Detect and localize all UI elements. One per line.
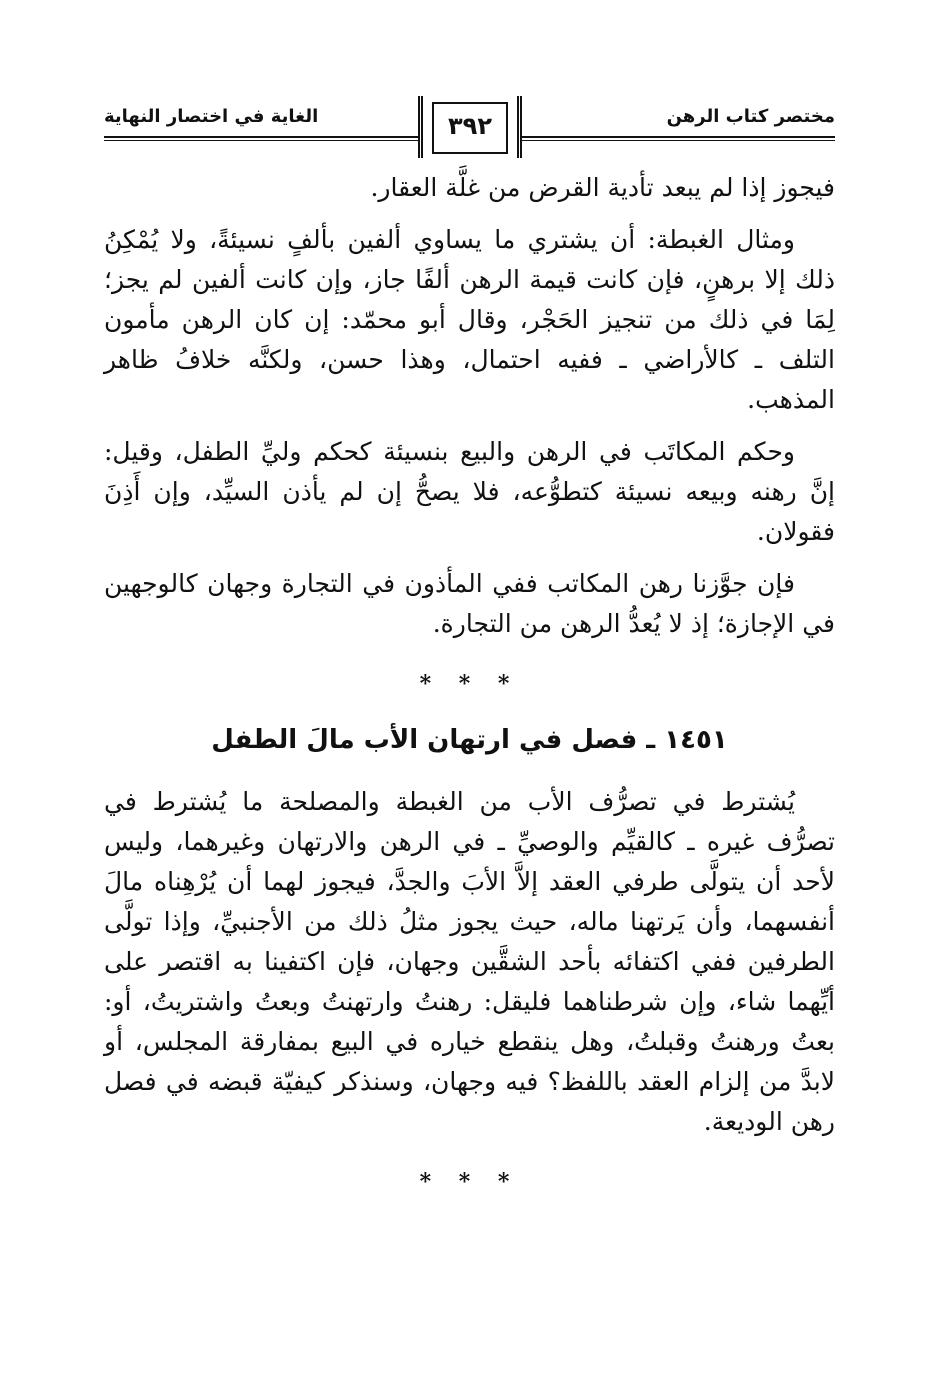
- page-body: [104, 168, 835, 1218]
- closing-separator: * * *: [419, 1169, 520, 1195]
- paragraph-ghibta-example: ومثال الغبطة: أن يشتري ما يساوي ألفين بألفٍ نسيئةً، ولا يُمْكِنُ ذلك إلا برهنٍ، فإن كانت قيمة الرهن ألفًا جاز، وإن كانت ألفين لم يجز؛ لِمَا في ذلك من تنجيز الحَجْر، وقال أبو محمّد: إن كان الرهن مأمون التلف ـ كالأراضي ـ ففيه احتمال، وهذا حسن، ولكنَّه خلافُ ظاهر المذهب.: [104, 225, 835, 414]
- paragraph-mukatab-ruling: وحكم المكاتَب في الرهن والبيع بنسيئة كحكم وليِّ الطفل، وقيل: إنَّ رهنه وبيعه نسيئة كتطوُّعه، فلا يصحُّ إن لم يأذن السيِّد، وإن أَذِنَ فقولان.: [104, 437, 835, 546]
- paragraph-continuation: فيجوز إذا لم يبعد تأدية القرض من غلَّة العقار.: [370, 173, 835, 202]
- book-title: الغاية في اختصار النهاية: [104, 106, 319, 127]
- section-heading: ١٤٥١ ـ فصل في ارتهان الأب مالَ الطفل: [211, 725, 728, 755]
- paragraph-mukatab-permission: فإن جوَّزنا رهن المكاتب ففي المأذون في التجارة وجهان كالوجهين في الإجازة؛ إذ لا يُعدُّ الرهن من التجارة.: [104, 569, 835, 638]
- page-number: ٣٩٢: [448, 112, 492, 140]
- page-number-frame: [418, 96, 522, 158]
- chapter-title: مختصر كتاب الرهن: [666, 106, 835, 127]
- section-separator: * * *: [419, 671, 520, 697]
- paragraph-father-pledge: يُشترط في تصرُّف الأب من الغبطة والمصلحة ما يُشترط في تصرُّف غيره ـ كالقيِّم والوصيِّ ـ في الرهن والارتهان وغيرهما، وليس لأحد أن يتولَّى طرفي العقد إلاَّ الأبَ والجدَّ، فيجوز لهما أن يُرْهِناه مالَ أنفسهما، وأن يَرتهنا ماله، حيث يجوز مثلُ ذلك من الأجنبيِّ، وإذا تولَّى الطرفين ففي اكتفائه بأحد الشقَّين وجهان، فإن اكتفينا به اقتصر على أيِّهما شاء، وإن شرطناهما فليقل: رهنتُ وارتهنتُ وبعتُ واشتريتُ، أو: بعتُ ورهنتُ وقبلتُ، وهل ينقطع خياره في البيع بمفارقة المجلس، أو لابدَّ من إلزام العقد باللفظ؟ فيه وجهان، وسنذكر كيفيّة قبضه في فصل رهن الوديعة.: [104, 787, 835, 1136]
- page-header: [104, 96, 835, 156]
